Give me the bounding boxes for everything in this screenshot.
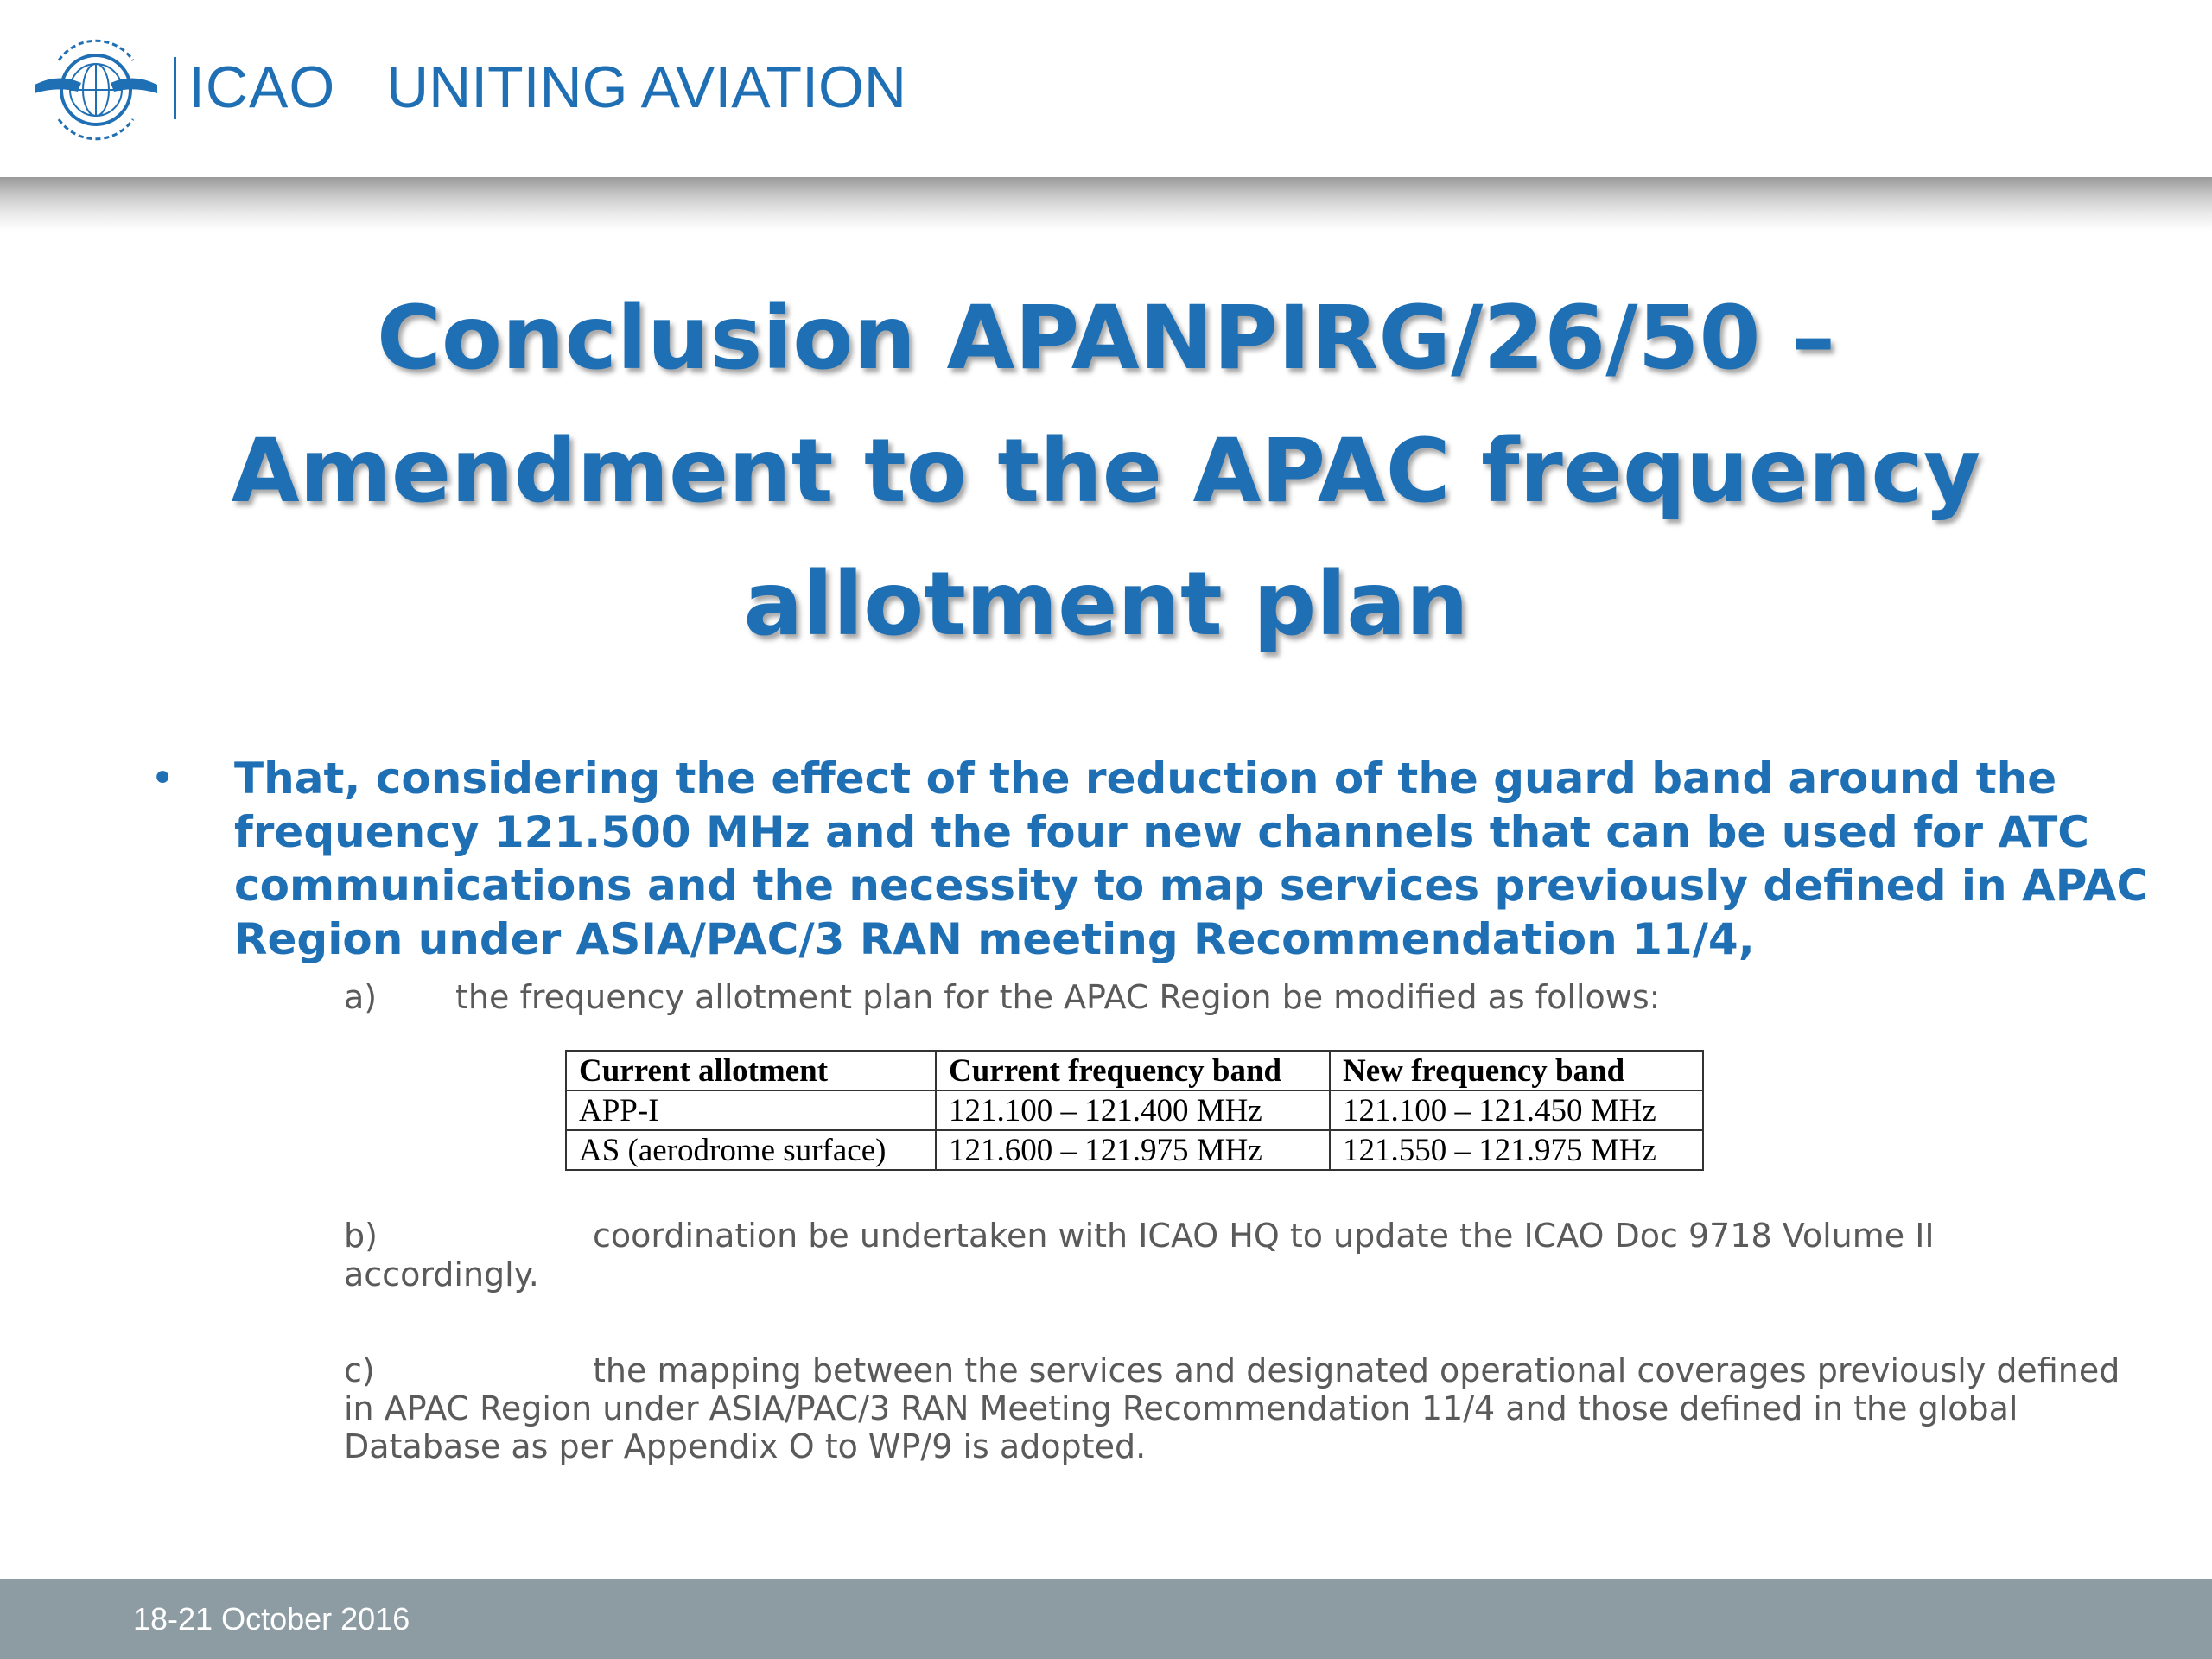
bullet-paragraph [234,752,2149,966]
bullet-line: That, considering the effect of the reduction of the guard band around the [234,753,2057,804]
table-header-cell: Current allotment [566,1051,936,1090]
item-b-text: coordination be undertaken with ICAO HQ to update the ICAO Doc 9718 Volume II [593,1217,1935,1255]
bullet-line: Region under ASIA/PAC/3 RAN meeting Recommendation 11/4, [234,914,1755,964]
table-cell: 121.600 – 121.975 MHz [936,1130,1330,1170]
table-header-row [566,1051,1703,1090]
slide-header [0,0,2212,177]
logo-text: ICAO [188,54,336,120]
allotment-table [565,1050,1704,1171]
table-row [566,1130,1703,1170]
title-line: Amendment to the APAC frequency [231,420,1981,523]
item-b-label: b) [344,1217,378,1255]
item-c-text: the mapping between the services and designated operational coverages previously defined [593,1351,2120,1389]
bullet-line: frequency 121.500 MHz and the four new channels that can be used for ATC [234,807,2089,857]
title-line: allotment plan [743,553,1469,656]
slide-footer [0,1579,2212,1659]
table-header-cell: Current frequency band [936,1051,1330,1090]
table-row [566,1090,1703,1130]
item-b-text-continued: accordingly. [344,1255,539,1294]
slide-title [156,272,2056,671]
bullet-line: communications and the necessity to map services previously defined in APAC [234,861,2149,911]
tagline: UNITING AVIATION [386,54,906,120]
item-c-text-continued: Database as per Appendix O to WP/9 is adopted. [344,1427,1147,1465]
header-shadow-band [0,177,2212,231]
table-cell: AS (aerodrome surface) [566,1130,936,1170]
icao-emblem-icon [33,33,159,147]
table-cell: 121.550 – 121.975 MHz [1330,1130,1703,1170]
footer-date: 18-21 October 2016 [133,1601,410,1637]
table-cell: APP-I [566,1090,936,1130]
table-header-cell: New frequency band [1330,1051,1703,1090]
logo-divider [174,57,176,119]
item-c-label: c) [344,1351,375,1389]
table-cell: 121.100 – 121.400 MHz [936,1090,1330,1130]
item-a-label: a) [344,978,378,1016]
item-c-text-continued: in APAC Region under ASIA/PAC/3 RAN Meeting Recommendation 11/4 and those defined in the global [344,1389,2018,1427]
table-cell: 121.100 – 121.450 MHz [1330,1090,1703,1130]
item-a-text: the frequency allotment plan for the APAC Region be modified as follows: [455,978,1661,1016]
bullet-marker: • [150,754,175,803]
title-line: Conclusion APANPIRG/26/50 – [377,287,1835,390]
